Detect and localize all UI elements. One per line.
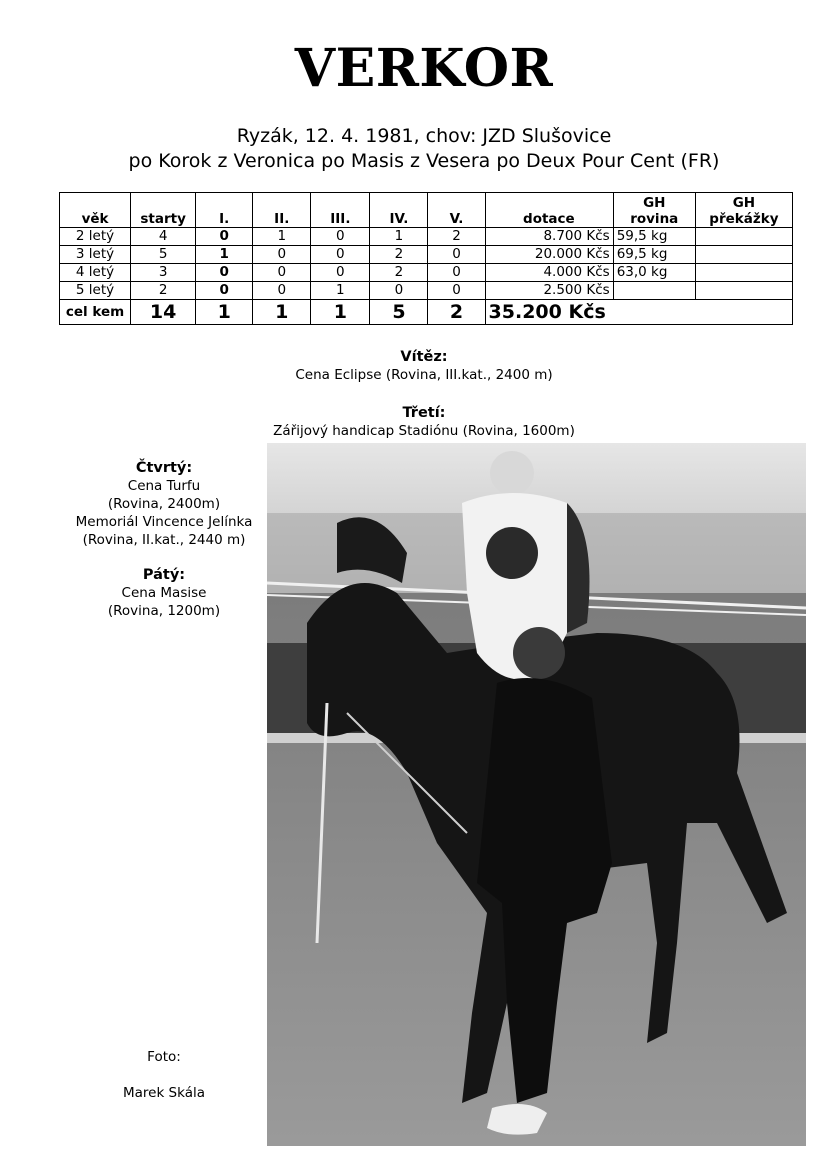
total-first: 1	[196, 300, 253, 325]
total-label: cel kem	[60, 300, 131, 325]
cell-first: 0	[196, 228, 253, 246]
winner-race: Cena Eclipse (Rovina, III.kat., 2400 m)	[295, 367, 553, 383]
cell-age: 3 letý	[60, 246, 131, 264]
fourth-line: Cena Turfu	[127, 478, 201, 494]
cell-third: 0	[311, 228, 370, 246]
total-fifth: 2	[428, 300, 485, 325]
cell-prize: 2.500 Kčs	[485, 282, 613, 300]
fourth-heading: Čtvrtý:	[135, 460, 193, 476]
fourth-line: Memoriál Vincence Jelínka	[75, 514, 253, 530]
cell-third: 0	[311, 264, 370, 282]
cell-fourth: 0	[370, 282, 428, 300]
third-section	[0, 404, 828, 440]
horse-photo-illustration	[267, 443, 806, 1146]
header-gh-flat: GH rovina	[613, 193, 695, 228]
horse-name-title: VERKOR	[294, 38, 554, 99]
cell-first: 1	[196, 246, 253, 264]
fourth-line: (Rovina, II.kat., 2440 m)	[82, 532, 246, 548]
header-starts: starty	[131, 193, 196, 228]
cell-fifth: 2	[428, 228, 485, 246]
cell-starts: 3	[131, 264, 196, 282]
header-fourth: IV.	[370, 193, 428, 228]
cell-age: 4 letý	[60, 264, 131, 282]
cell-third: 0	[311, 246, 370, 264]
fourth-line: (Rovina, 2400m)	[107, 496, 221, 512]
fifth-section	[60, 566, 268, 620]
cell-fifth: 0	[428, 246, 485, 264]
cell-second: 0	[253, 282, 311, 300]
header-fifth: V.	[428, 193, 485, 228]
fifth-heading: Pátý:	[142, 567, 186, 583]
table-header-row	[60, 193, 793, 228]
winner-section	[0, 348, 828, 384]
fifth-line: (Rovina, 1200m)	[107, 603, 221, 619]
pedigree-line: po Korok z Veronica po Masis z Vesera po Deux Pour Cent (FR)	[128, 150, 720, 172]
header-second: II.	[253, 193, 311, 228]
total-third: 1	[311, 300, 370, 325]
cell-third: 1	[311, 282, 370, 300]
cell-fourth: 2	[370, 264, 428, 282]
cell-fourth: 2	[370, 246, 428, 264]
cell-gh-flat: 59,5 kg	[613, 228, 695, 246]
cell-prize: 20.000 Kčs	[485, 246, 613, 264]
total-starts: 14	[131, 300, 196, 325]
photo-credit-name: Marek Skála	[122, 1085, 206, 1101]
cell-gh-hurdles	[695, 228, 792, 246]
header-age: věk	[60, 193, 131, 228]
cell-first: 0	[196, 282, 253, 300]
third-heading: Třetí:	[402, 405, 446, 421]
cell-second: 1	[253, 228, 311, 246]
cell-first: 0	[196, 264, 253, 282]
table-row	[60, 228, 793, 246]
cell-second: 0	[253, 264, 311, 282]
winner-heading: Vítěz:	[400, 349, 448, 365]
cell-fifth: 0	[428, 282, 485, 300]
cell-starts: 2	[131, 282, 196, 300]
table-total-row	[60, 300, 793, 325]
cell-age: 5 letý	[60, 282, 131, 300]
header-prize-money: dotace	[485, 193, 613, 228]
cell-gh-flat	[613, 282, 695, 300]
horse-details: Ryzák, 12. 4. 1981, chov: JZD Slušovice	[236, 125, 612, 147]
horse-photo	[267, 443, 806, 1146]
header-third: III.	[311, 193, 370, 228]
cell-fourth: 1	[370, 228, 428, 246]
fifth-line: Cena Masise	[121, 585, 207, 601]
header-gh-hurdles: GH překážky	[695, 193, 792, 228]
cell-starts: 4	[131, 228, 196, 246]
fourth-section	[60, 459, 268, 549]
total-prize: 35.200 Kčs	[485, 300, 792, 325]
cell-fifth: 0	[428, 264, 485, 282]
cell-starts: 5	[131, 246, 196, 264]
table-row	[60, 282, 793, 300]
table-row	[60, 246, 793, 264]
third-race: Zářijový handicap Stadiónu (Rovina, 1600m)	[273, 423, 575, 439]
cell-gh-hurdles	[695, 246, 792, 264]
race-statistics-table	[59, 192, 793, 325]
cell-gh-hurdles	[695, 264, 792, 282]
cell-prize: 8.700 Kčs	[485, 228, 613, 246]
cell-second: 0	[253, 246, 311, 264]
table-row	[60, 264, 793, 282]
total-second: 1	[253, 300, 311, 325]
photo-credit-label: Foto:	[147, 1049, 181, 1065]
total-fourth: 5	[370, 300, 428, 325]
header-first: I.	[196, 193, 253, 228]
cell-age: 2 letý	[60, 228, 131, 246]
cell-gh-flat: 69,5 kg	[613, 246, 695, 264]
cell-gh-hurdles	[695, 282, 792, 300]
cell-gh-flat: 63,0 kg	[613, 264, 695, 282]
cell-prize: 4.000 Kčs	[485, 264, 613, 282]
